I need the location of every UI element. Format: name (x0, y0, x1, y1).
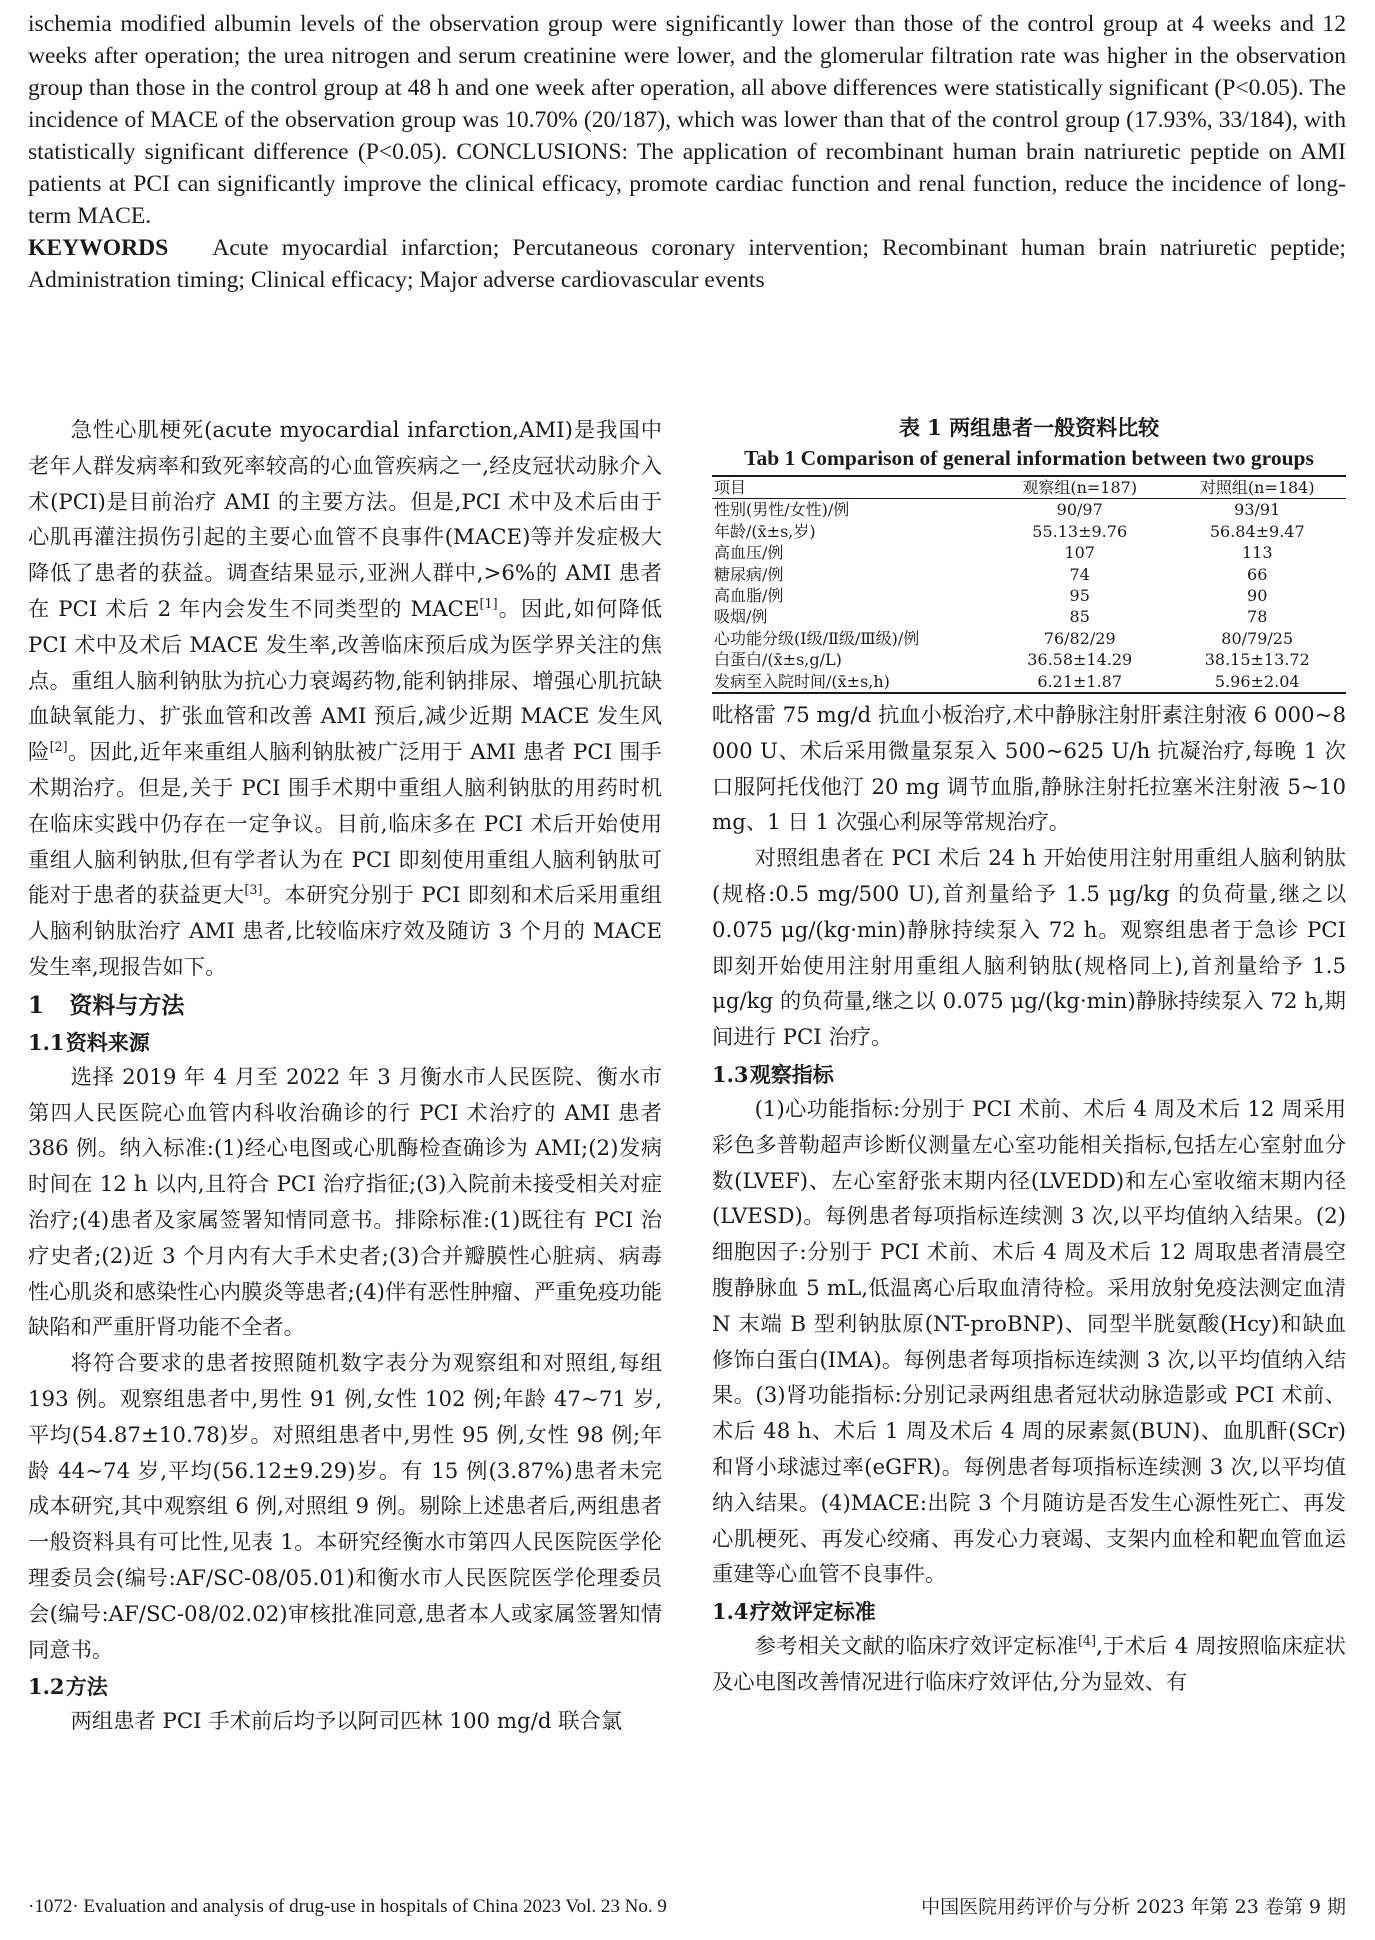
table-header-cell: 观察组(n=187) (1022, 478, 1138, 497)
table-row (712, 499, 1346, 521)
source-paragraph: 选择 2019 年 4 月至 2022 年 3 月衡水市人民医院、衡水市第四人民医院心血管内科收治确诊的行 PCI 术治疗的 AMI 患者 386 例。纳入标准:(1)经心电图或心肌酶检查确诊为 AMI;(2)发病时间在 12 h 以内,且符合 PCI 治疗指征;(3)入院前未接受相关对症治疗;(4)患者及家属签署知情同意书。排除标准:(1)既往有 PCI 治疗史者;(2)近 3 个月内有大手术史者;(3)合并瓣膜性心脏病、病毒性心肌炎和感染性心内膜炎等患者;(4)伴有恶性肿瘤、严重免疫功能缺陷和严重肝肾功能不全者。 (28, 1064, 662, 1341)
table-cell: 吸烟/例 (714, 607, 768, 627)
table-cell: 5.96±2.04 (1214, 671, 1300, 691)
keywords-text: Acute myocardial infarction; Percutaneous coronary intervention; Recombinant human brain natriuretic peptide; Administration timing; Clinical efficacy; Major adverse cardiovascular events (28, 235, 1346, 293)
table-cell: 高血脂/例 (714, 586, 784, 606)
citation-ref: [1] (479, 596, 498, 612)
left-column (28, 413, 662, 1740)
intro-paragraph: 急性心肌梗死(acute myocardial infarction,AMI)是我国中老年人群发病率和致死率较高的心血管疾病之一,经皮冠状动脉介入术(PCI)是目前治疗 AMI 的主要方法。但是,PCI 术中及术后由于心肌再灌注损伤引起的主要心血管不良事件(MACE)等并发症极大降低了患者的获益。调查结果显示,亚洲人群中,>6%的 AMI 患者在 PCI 术后 2 年内会发生不同类型的 MACE[1]。因此,如何降低 PCI 术中及术后 MACE 发生率,改善临床预后成为医学界关注的焦点。重组人脑利钠肽为抗心力衰竭药物,能利钠排尿、增强心肌抗缺血缺氧能力、扩张血管和改善 AMI 预后,减少近期 MACE 发生风险[2]。因此,近年来重组人脑利钠肽被广泛用于 AMI 患者 PCI 围手术期治疗。但是,关于 PCI 围手术期中重组人脑利钠肽的用药时机在临床实践中仍存在一定争议。目前,临床多在 PCI 术后开始使用重组人脑利钠肽,但有学者认为在 PCI 即刻使用重组人脑利钠肽可能对于患者的获益更大[3]。本研究分别于 PCI 即刻和术后采用重组人脑利钠肽治疗 AMI 患者,比较临床疗效及随访 3 个月的 MACE 发生率,现报告如下。 (28, 418, 662, 980)
table-title-cn: 表 1 两组患者一般资料比较 (898, 415, 1160, 440)
dosing-paragraph: 对照组患者在 PCI 术后 24 h 开始使用注射用重组人脑利钠肽(规格:0.5 mg/500 U),首剂量给予 1.5 μg/kg 的负荷量,继之以 0.075 μg/(kg·min)静脉持续泵入 72 h。观察组患者于急诊 PCI 即刻开始使用注射用重组人脑利钠肽(规格同上),首剂量给予 1.5 μg/kg 的负荷量,继之以 0.075 μg/(kg·min)静脉持续泵入 72 h,期间进行 PCI 治疗。 (712, 846, 1346, 1051)
general-info-table (712, 475, 1346, 694)
keywords-label: KEYWORDS (28, 235, 169, 261)
table-cell: 发病至入院时间/(x̄±s,h) (714, 671, 890, 691)
table-cell: 90/97 (1056, 500, 1103, 520)
abstract-block (28, 8, 1346, 296)
table-cell: 年龄/(x̄±s,岁) (714, 521, 816, 541)
table-cell: 性别(男性/女性)/例 (714, 500, 850, 520)
citation-ref: [2] (49, 740, 68, 756)
table-row (712, 585, 1346, 606)
groups-paragraph: 将符合要求的患者按照随机数字表分为观察组和对照组,每组 193 例。观察组患者中,男性 91 例,女性 102 例;年龄 47~71 岁,平均(54.87±10.78)岁。对照组患者中,男性 95 例,女性 98 例;年龄 44~74 岁,平均(56.12±9.29)岁。有 15 例(3.87%)患者未完成本研究,其中观察组 6 例,对照组 9 例。剔除上述患者后,两组患者一般资料具有可比性,见表 1。本研究经衡水市第四人民医院医学伦理委员会(编号:AF/SC-08/05.01)和衡水市人民医院医学伦理委员会(编号:AF/SC-08/02.02)审核批准同意,患者本人或家属签署知情同意书。 (28, 1351, 662, 1663)
right-column (712, 413, 1346, 1701)
subsection-heading: 1.1资料来源 (28, 1029, 150, 1055)
table-cell: 95 (1069, 586, 1090, 606)
table-cell: 66 (1247, 564, 1268, 584)
subsection-heading: 1.4疗效评定标准 (712, 1599, 876, 1625)
table-cell: 78 (1247, 607, 1268, 627)
table-row (712, 628, 1346, 649)
table-cell: 高血压/例 (714, 543, 784, 563)
citation-ref: [3] (244, 883, 263, 899)
table-row (712, 564, 1346, 585)
table-cell: 56.84±9.47 (1209, 521, 1305, 541)
section-heading: 1 资料与方法 (28, 991, 185, 1019)
method-continued-paragraph: 吡格雷 75 mg/d 抗血小板治疗,术中静脉注射肝素注射液 6 000~8 000 U、术后采用微量泵泵入 500~625 U/h 抗凝治疗,每晚 1 次口服阿托伐他汀 20 mg 调节血脂,静脉注射托拉塞米注射液 5~10 mg、1 日 1 次强心利尿等常规治疗。 (712, 703, 1346, 836)
table-row (712, 542, 1346, 563)
table-cell: 76/82/29 (1043, 628, 1116, 648)
table-row (712, 606, 1346, 627)
method-paragraph: 两组患者 PCI 手术前后均予以阿司匹林 100 mg/d 联合氯 (70, 1709, 623, 1735)
table-cell: 80/79/25 (1221, 628, 1294, 648)
page-footer (28, 1892, 1346, 1922)
table-cell: 糖尿病/例 (714, 564, 784, 584)
criteria-paragraph: 参考相关文献的临床疗效评定标准[4],于术后 4 周按照临床症状及心电图改善情况进行临床疗效评估,分为显效、有 (712, 1634, 1346, 1695)
table-row (712, 649, 1346, 670)
observation-paragraph: (1)心功能指标:分别于 PCI 术前、术后 4 周及术后 12 周采用彩色多普勒超声诊断仪测量左心室功能相关指标,包括左心室射血分数(LVEF)、左心室舒张末期内径(LVEDD)和左心室收缩末期内径(LVESD)。每例患者每项指标连续测 3 次,以平均值纳入结果。(2)细胞因子:分别于 PCI 术前、术后 4 周及术后 12 周取患者清晨空腹静脉血 5 mL,低温离心后取血清待检。采用放射免疫法测定血清 N 末端 B 型利钠肽原(NT-proBNP)、同型半胱氨酸(Hcy)和缺血修饰白蛋白(IMA)。每例患者每项指标连续测 3 次,以平均值纳入结果。(3)肾功能指标:分别记录两组患者冠状动脉造影或 PCI 术前、术后 48 h、术后 1 周及术后 4 周的尿素氮(BUN)、血肌酐(SCr)和肾小球滤过率(eGFR)。每例患者每项指标连续测 3 次,以平均值纳入结果。(4)MACE:出院 3 个月随访是否发生心源性死亡、再发心肌梗死、再发心绞痛、再发心力衰竭、支架内血栓和靶血管血运重建等心血管不良事件。 (712, 1097, 1346, 1588)
table-cell: 38.15±13.72 (1204, 650, 1310, 670)
table-cell: 93/91 (1234, 500, 1281, 520)
table-header-row (712, 476, 1346, 499)
keywords-line (28, 232, 1346, 296)
table-cell: 74 (1069, 564, 1090, 584)
subsection-heading: 1.2方法 (28, 1674, 108, 1700)
footer-right: 中国医院用药评价与分析 2023 年第 23 卷第 9 期 (921, 1896, 1346, 1918)
table-cell: 107 (1064, 543, 1095, 563)
table-cell: 90 (1247, 586, 1268, 606)
abstract-text: ischemia modified albumin levels of the observation group were significantly lower than those of the control group at 4 weeks and 12 weeks after operation; the urea nitrogen and serum creatinine were lower, and the glomerular filtration rate was higher in the observation group than those in the control group at 48 h and one week after operation, all above differences were statistically significant (P<0.05). The incidence of MACE of the observation group was 10.70% (20/187), which was lower than that of the control group (17.93%, 33/184), with statistically significant difference (P<0.05). CONCLUSIONS: The application of recombinant human brain natriuretic peptide on AMI patients at PCI can significantly improve the clinical efficacy, promote cardiac function and renal function, reduce the incidence of long-term MACE. (28, 11, 1346, 229)
table-cell: 36.58±14.29 (1027, 650, 1133, 670)
table-cell: 113 (1241, 543, 1273, 563)
table-title-en: Tab 1 Comparison of general information between two groups (744, 446, 1314, 470)
table-cell: 白蛋白/(x̄±s,g/L) (714, 650, 842, 670)
table-row (712, 671, 1346, 693)
table-header-cell: 对照组(n=184) (1199, 478, 1315, 497)
footer-left: ·1072· Evaluation and analysis of drug-use in hospitals of China 2023 Vol. 23 No. 9 (28, 1896, 667, 1917)
table-cell: 心功能分级(Ⅰ级/Ⅱ级/Ⅲ级)/例 (714, 628, 920, 648)
table-header-cell: 项目 (714, 478, 747, 497)
table-row (712, 521, 1346, 542)
subsection-heading: 1.3观察指标 (712, 1062, 834, 1088)
table-cell: 6.21±1.87 (1037, 671, 1123, 691)
table-cell: 55.13±9.76 (1032, 521, 1128, 541)
table-cell: 85 (1069, 607, 1090, 627)
citation-ref: [4] (1077, 1634, 1097, 1650)
